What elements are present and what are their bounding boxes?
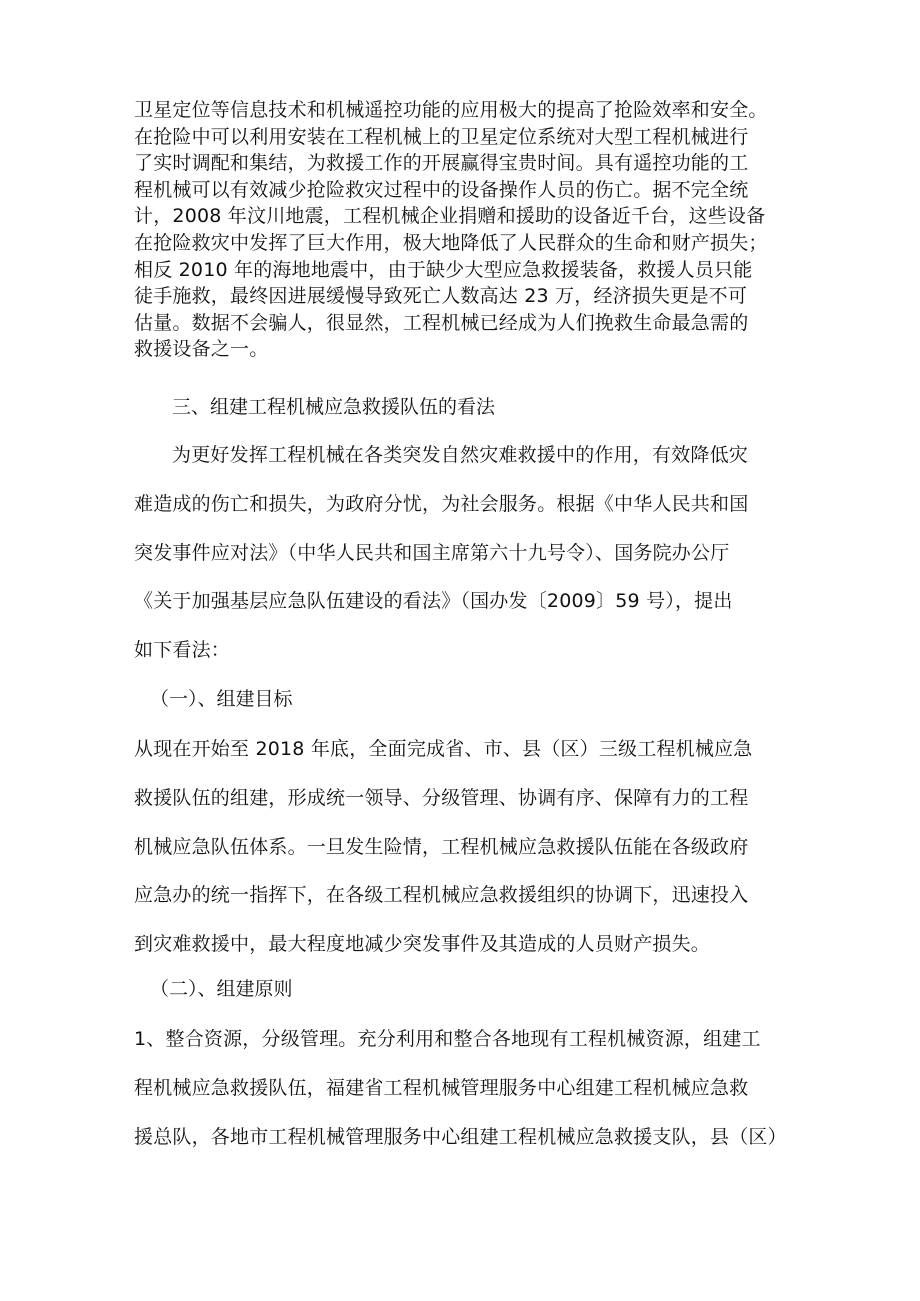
text-line: 卫星定位等信息技术和机械遥控功能的应用极大的提高了抢险效率和安全。 (134, 99, 768, 121)
text-line: 救援队伍的组建，形成统一领导、分级管理、协调有序、保障有力的工程 (134, 786, 749, 809)
text-line: 在抢险救灾中发挥了巨大作用，极大地降低了人民群众的生命和财产损失； (134, 231, 768, 254)
text-line: 为更好发挥工程机械在各类突发自然灾难救援中的作用，有效降低灾 (172, 444, 749, 466)
subsection-heading-goal: （一）、组建目标 (150, 688, 293, 710)
text-line: 徒手施救，最终因进展缓慢导致死亡人数高达 23 万，经济损失更是不可 (134, 285, 748, 308)
text-line: 救援设备之一。 (134, 338, 269, 361)
paragraph-rescue-efficiency (134, 97, 794, 363)
text-line: 突发事件应对法》（中华人民共和国主席第六十九号令）、国务院办公厅 (134, 541, 730, 564)
text-line: 计，2008 年汶川地震，工程机械企业捐赠和援助的设备近千台，这些设备 (134, 205, 766, 228)
paragraph-goal (134, 725, 794, 969)
text-line: 应急办的统一指挥下，在各级工程机械应急救援组织的协调下，迅速投入 (134, 884, 749, 907)
paragraph-principle (134, 1015, 794, 1161)
text-line: 《关于加强基层应急队伍建设的看法》（国办发〔2009〕59 号），提出 (134, 590, 733, 613)
text-line: 估量。数据不会骗人，很显然，工程机械已经成为人们挽救生命最急需的 (134, 311, 749, 334)
paragraph-intro (134, 431, 794, 675)
text-line: 难造成的伤亡和损失，为政府分忧，为社会服务。根据《中华人民共和国 (134, 492, 749, 515)
text-line: 援总队，各地市工程机械管理服务中心组建工程机械应急救援支队，县（区） (134, 1125, 787, 1148)
text-line: 程机械可以有效减少抢险救灾过程中的设备操作人员的伤亡。据不完全统 (134, 178, 749, 201)
text-line: 如下看法： (134, 639, 231, 662)
section-heading: 三、组建工程机械应急救援队伍的看法 (172, 396, 496, 418)
text-line: 从现在开始至 2018 年底，全面完成省、市、县（区）三级工程机械应急 (134, 738, 753, 760)
subsection-heading-principle: （二）、组建原则 (150, 978, 293, 1000)
text-line: 1、整合资源，分级管理。充分利用和整合各地现有工程机械资源，组建工 (134, 1028, 761, 1050)
text-line: 到灾难救援中，最大程度地减少突发事件及其造成的人员财产损失。 (134, 933, 711, 956)
text-line: 机械应急队伍体系。一旦发生险情，工程机械应急救援队伍能在各级政府 (134, 835, 749, 858)
text-line: 相反 2010 年的海地地震中，由于缺少大型应急救援装备，救援人员只能 (134, 258, 753, 281)
text-line: 程机械应急救援队伍，福建省工程机械管理服务中心组建工程机械应急救 (134, 1076, 749, 1099)
text-line: 在抢险中可以利用安装在工程机械上的卫星定位系统对大型工程机械进行 (134, 125, 749, 148)
text-line: 了实时调配和集结，为救援工作的开展赢得宝贵时间。具有遥控功能的工 (134, 152, 749, 175)
